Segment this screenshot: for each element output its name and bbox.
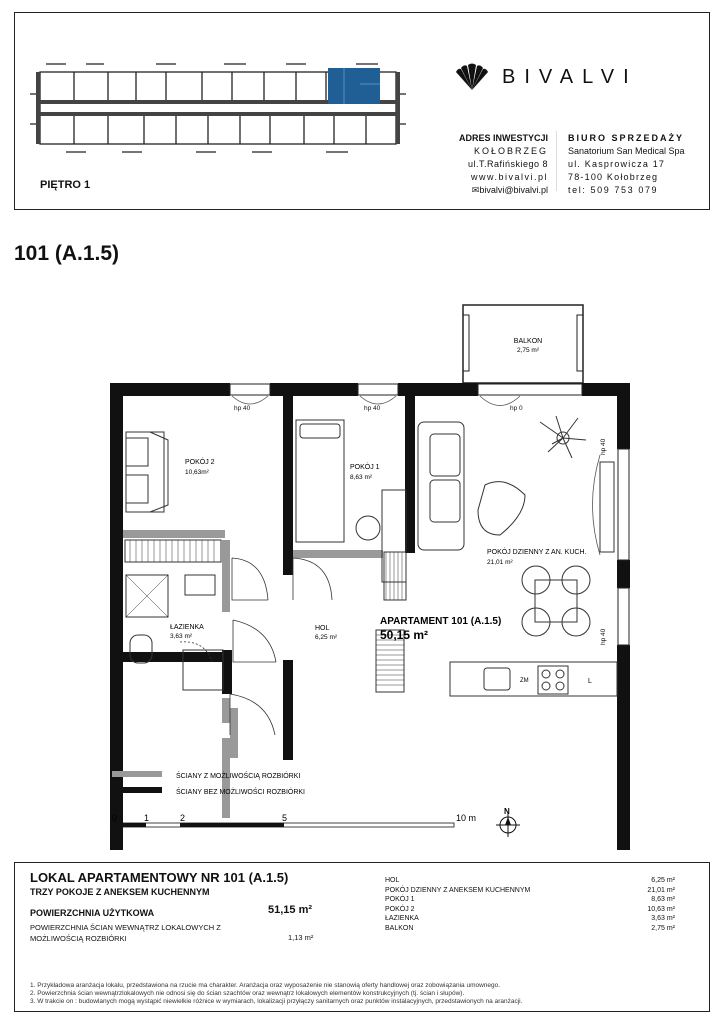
plant-icon <box>540 416 586 458</box>
floor-plan <box>0 290 723 850</box>
room-name-pokoj2: POKÓJ 2 <box>185 459 215 466</box>
sales-block <box>568 132 708 197</box>
website-link[interactable]: www.bivalvi.pl <box>470 172 548 182</box>
room-area-lazienka: 3,63 m² <box>170 633 193 640</box>
scale-tick: 0 <box>112 813 118 823</box>
sales-city: 78-100 Kołobrzeg <box>568 172 659 182</box>
floor-label: PIĘTRO 1 <box>40 179 91 191</box>
footnote: 1. Przykładowa aranżacja lokalu, przedstawiona na rzucie ma charakter. Aranżacja oraz wyposażenie nie stanowią oferty handlowej oraz zobowiązania umownego. <box>30 982 501 989</box>
north-arrow-icon <box>496 807 520 837</box>
divider <box>556 131 557 191</box>
walls-label-line: MOŻLIWOŚCIĄ ROZBIÓRKI <box>30 934 127 943</box>
sales-phone[interactable]: tel: 509 753 079 <box>568 185 659 195</box>
email-link[interactable]: bivalvi@bivalvi.pl <box>479 185 548 195</box>
scale-tick: 2 <box>180 813 186 823</box>
room-row: HOL 6,25 m² <box>385 877 675 884</box>
room-name-dzienny: POKÓJ DZIENNY Z AN. KUCH. <box>487 549 587 556</box>
balcony <box>463 305 583 383</box>
scale-tick: 1 <box>144 813 150 823</box>
footnotes <box>30 982 700 1006</box>
shell-logo-icon <box>452 62 492 92</box>
room-row: POKÓJ 2 10,63 m² <box>385 905 675 913</box>
sofa-icon <box>418 422 464 550</box>
room-row: POKÓJ 1 8,63 m² <box>385 896 675 903</box>
svg-text:N: N <box>504 807 510 816</box>
sink-icon <box>484 668 510 690</box>
apartment-label: APARTAMENT 101 (A.1.5) <box>380 616 502 627</box>
cooktop-icon <box>538 666 568 694</box>
investment-street: ul.T.Rafińskiego 8 <box>467 159 548 169</box>
legend-swatch-fixed <box>112 787 162 793</box>
sales-title: BIURO SPRZEDAŻY <box>568 133 685 143</box>
legend-label-fixed: ŚCIANY BEZ MOŻLIWOŚCI ROZBIÓRKI <box>176 789 305 796</box>
window-tag: hp 40 <box>600 628 607 645</box>
window-tag: hp 40 <box>600 438 607 455</box>
walls-label-line: POWIERZCHNIA ŚCIAN WEWNĄTRZ LOKALOWYCH Z <box>30 923 221 932</box>
walls-value: 1,13 m² <box>288 933 314 942</box>
room-row: BALKON 2,75 m² <box>385 924 675 932</box>
info-title: LOKAL APARTAMENTOWY NR 101 (A.1.5) <box>30 870 289 885</box>
footnote: 2. Powierzchnia ścian wewnątrzlokalowych nie odnosi się do ścian szachtów oraz wewnątrz lokalowych elementów konstrukcyjnych (tj. ścian i słupów). <box>30 990 465 997</box>
scale-bar <box>112 813 476 827</box>
balcony-area: 2,75 m² <box>516 347 540 354</box>
walls-label <box>30 922 221 944</box>
key-plan <box>26 54 406 166</box>
legend-label-removable: ŚCIANY Z MOŻLIWOŚCIĄ ROZBIÓRKI <box>176 773 301 780</box>
window-tag: hp 40 <box>364 405 381 412</box>
room-area-pokoj2: 10,63m² <box>185 469 209 476</box>
legend <box>112 771 305 796</box>
brand-name: BIVALVI <box>502 66 638 88</box>
investment-block <box>420 132 548 197</box>
room-area-dzienny: 21,01 m² <box>487 559 513 566</box>
room-areas-table <box>385 876 675 933</box>
mail-icon: ✉ <box>471 185 480 195</box>
room-area-hol: 6,25 m² <box>315 634 338 641</box>
appliance-l: L <box>588 678 592 685</box>
window-tag: hp 40 <box>234 405 251 412</box>
appliance-zm: ZM <box>520 678 529 684</box>
bed-icon <box>126 432 164 512</box>
room-name-lazienka: ŁAZIENKA <box>170 624 204 631</box>
armchair-icon <box>478 482 525 535</box>
unit-title: 101 (A.1.5) <box>14 242 120 265</box>
room-name-pokoj1: POKÓJ 1 <box>350 464 380 471</box>
apartment-area: 50,15 m² <box>380 628 429 642</box>
room-row: POKÓJ DZIENNY Z ANEKSEM KUCHENNYM 21,01 m² <box>385 886 675 894</box>
highlighted-unit <box>328 68 380 104</box>
window-tag: hp 0 <box>510 405 523 412</box>
balcony-name: BALKON <box>513 338 543 345</box>
footnote: 3. W trakcie on : budowlanych mogą wystąpić niewielkie różnice w wymiarach, lokalizacji przyłączy sanitarnych oraz punktów instalacyjnych, przedstawionych na aranżacji. <box>30 998 523 1005</box>
sales-company: Sanatorium San Medical Spa <box>568 146 685 156</box>
kitchen-counter <box>450 662 617 696</box>
room-name-hol: HOL <box>315 625 330 632</box>
scale-tick: 5 <box>282 813 288 823</box>
usable-area-value: 51,15 m² <box>268 904 313 916</box>
scale-tick: 10 m <box>456 813 477 823</box>
investment-city: KOŁOBRZEG <box>473 146 548 156</box>
sales-street: ul. Kasprowicza 17 <box>568 159 666 169</box>
legend-swatch-removable <box>112 771 162 777</box>
usable-area-label: POWIERZCHNIA UŻYTKOWA <box>30 908 155 918</box>
room-row: ŁAZIENKA 3,63 m² <box>385 915 675 922</box>
info-subtitle: TRZY POKOJE Z ANEKSEM KUCHENNYM <box>30 887 210 897</box>
investment-title: ADRES INWESTYCJI <box>458 133 548 143</box>
room-area-pokoj1: 8,63 m² <box>350 474 373 481</box>
